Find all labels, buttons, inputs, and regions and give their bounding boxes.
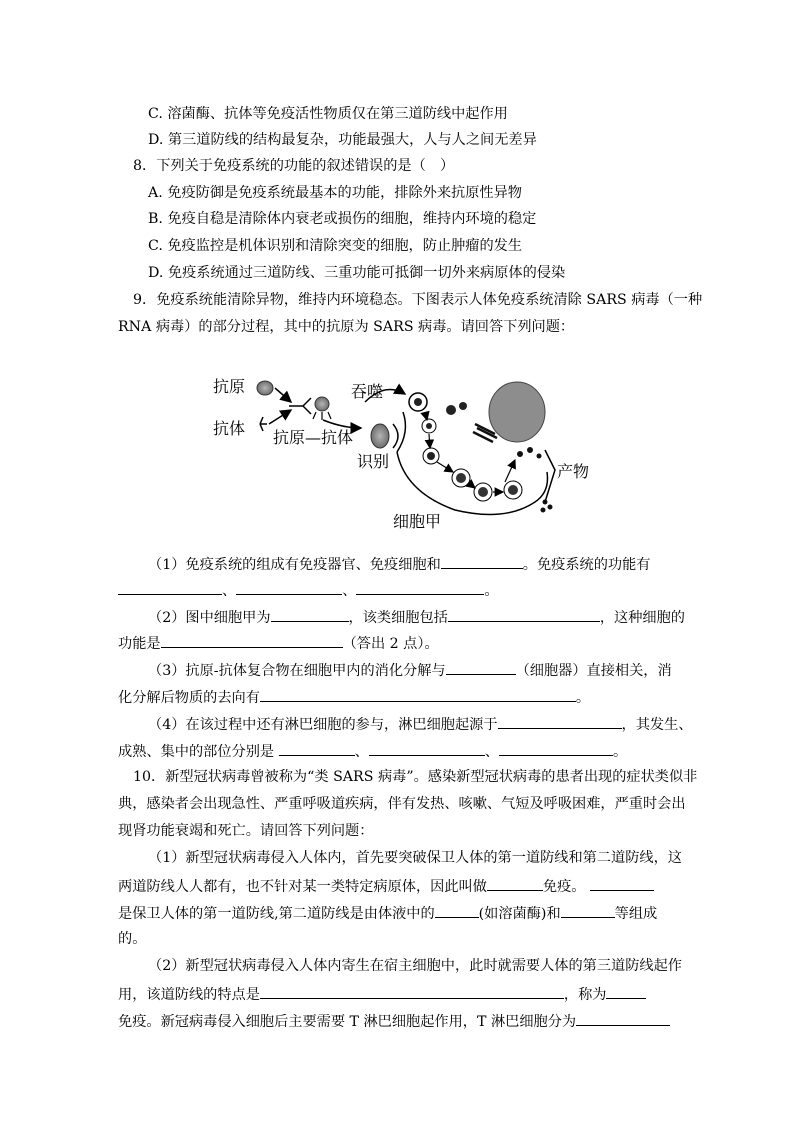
q9-3-text: 化分解后物质的去向有 [118, 690, 260, 706]
q9-2-text: （2）图中细胞甲为 [148, 610, 271, 626]
blank[interactable] [448, 607, 600, 622]
blank[interactable] [161, 633, 343, 648]
q10-1-text: 两道防线人人都有，也不针对某一类特定病原体，因此叫做 [118, 879, 487, 895]
q9-stem-line1: 9．免疫系统能清除异物，维持内环境稳态。下图表示人体免疫系统清除 SARS 病毒（一种 [133, 292, 703, 308]
q8-option-c: C. 免疫监控是机体识别和清除突变的细胞，防止肿瘤的发生 [148, 238, 523, 254]
q9-4-line2 [118, 741, 627, 761]
blank[interactable] [576, 1011, 670, 1026]
label-antibody: 抗体 [213, 419, 246, 438]
q9-3-line2 [118, 687, 590, 707]
q10-1-text: 是保卫人体的第一道防线,第二道防线是由体液中的 [118, 906, 435, 922]
recognized-antigen [371, 424, 389, 448]
nucleus [489, 382, 545, 442]
q9-2-text: 功能是 [118, 636, 161, 652]
q10-stem-line2: 典，感染者会出现急性、严重呼吸道疾病，伴有发热、咳嗽、气短及呼吸困难，严重时会出 [118, 796, 686, 812]
q9-2-line2 [118, 633, 439, 653]
blank[interactable] [446, 660, 516, 675]
q9-2-text: （答出 2 点）。 [342, 636, 439, 652]
blank[interactable] [499, 741, 613, 756]
q9-stem-line2: RNA 病毒）的部分过程，其中的抗原为 SARS 病毒。请回答下列问题： [118, 319, 575, 335]
q10-1-line2 [118, 876, 654, 896]
blank[interactable] [606, 984, 646, 999]
q9-1-line2 [118, 580, 499, 600]
blank[interactable] [260, 984, 564, 999]
q10-1-text: (如溶菌酶)和 [478, 906, 561, 922]
q7-option-d: D. 第三道防线的结构最复杂，功能最强大，人与人之间无差异 [148, 132, 537, 148]
q9-4-text: （4）在该过程中还有淋巴细胞的参与，淋巴细胞起源于 [148, 717, 498, 733]
q10-2-line2 [118, 984, 646, 1004]
q9-1-line1 [148, 554, 650, 574]
antibody-shape [260, 417, 267, 431]
q9-1-text-end: 。免疫系统的功能有 [522, 557, 651, 573]
label-recognition: 识别 [357, 452, 390, 471]
blank[interactable] [498, 714, 622, 729]
separator: 、 [484, 744, 499, 760]
period: 。 [575, 690, 591, 706]
antigen-antibody-complex [315, 397, 329, 411]
q10-2-text: 免疫。新冠病毒侵入细胞后主要需要 T 淋巴细胞起作用，T 淋巴细胞分为 [118, 1014, 577, 1030]
immune-clearance-diagram [205, 372, 605, 537]
q8-stem: 8．下列关于免疫系统的功能的叙述错误的是（ ） [133, 158, 455, 174]
blank[interactable] [236, 580, 342, 595]
blank[interactable] [561, 903, 615, 918]
blank[interactable] [487, 876, 543, 891]
q10-2-text: 用，该道防线的特点是 [118, 987, 260, 1003]
q9-4-line1 [148, 714, 692, 734]
cell-jia-outline [397, 452, 548, 515]
q9-3-text: （3）抗原-抗体复合物在细胞甲内的消化分解与 [148, 663, 446, 679]
q10-2-line1: （2）新型冠状病毒侵入人体内寄生在宿主细胞中，此时就需要人体的第三道防线起作 [148, 958, 682, 974]
separator: 、 [222, 583, 237, 599]
blank[interactable] [279, 741, 355, 756]
q10-stem-line3: 现肾功能衰竭和死亡。请回答下列问题： [118, 823, 374, 839]
q10-1-text: 免疫。 [542, 879, 590, 895]
q9-2-text: ，这种细胞的 [599, 610, 685, 626]
separator: 、 [354, 744, 369, 760]
label-phagocytosis: 吞噬 [351, 382, 384, 401]
blank[interactable] [369, 741, 485, 756]
blank[interactable] [435, 903, 479, 918]
antigen-particle [257, 381, 273, 395]
q10-1-line3 [118, 903, 657, 923]
q7-option-c: C. 溶菌酶、抗体等免疫活性物质仅在第三道防线中起作用 [148, 106, 508, 122]
blank[interactable] [260, 687, 398, 702]
blank[interactable] [590, 876, 654, 891]
blank[interactable] [356, 580, 484, 595]
blank[interactable] [271, 607, 349, 622]
period: 。 [484, 583, 499, 599]
q9-2-text: ，该类细胞包括 [348, 610, 448, 626]
q9-4-text: ，其发生、 [621, 717, 693, 733]
q10-2-line3 [118, 1011, 670, 1031]
label-product: 产物 [557, 462, 590, 481]
q9-1-text: （1）免疫系统的组成有免疫器官、免疫细胞和 [148, 557, 441, 573]
q8-option-a: A. 免疫防御是免疫系统最基本的功能，排除外来抗原性异物 [148, 185, 522, 201]
q10-1-text: 等组成 [614, 906, 658, 922]
period: 。 [612, 744, 628, 760]
q10-stem-line1: 10．新型冠状病毒曾被称为“类 SARS 病毒”。感染新型冠状病毒的患者出现的症状类似非 [133, 769, 698, 785]
q10-2-text: ，称为 [563, 987, 607, 1003]
label-cell-jia: 细胞甲 [393, 512, 442, 531]
q9-3-text: （细胞器）直接相关，消 [515, 663, 672, 679]
label-antigen-antibody: 抗原—抗体 [273, 428, 354, 447]
q10-1-line1: （1）新型冠状病毒侵入人体内，首先要突破保卫人体的第一道防线和第二道防线，这 [148, 850, 682, 866]
q8-option-d: D. 免疫系统通过三道防线、三重功能可抵御一切外来病原体的侵染 [148, 265, 566, 281]
q9-3-line1 [148, 660, 672, 680]
blank[interactable] [398, 687, 576, 702]
q9-2-line1 [148, 607, 685, 627]
q8-option-b: B. 免疫自稳是清除体内衰老或损伤的细胞，维持内环境的稳定 [148, 211, 537, 227]
q9-4-text: 成熟、集中的部位分别是 [118, 744, 279, 760]
separator: 、 [342, 583, 357, 599]
q10-1-line4: 的。 [118, 931, 147, 947]
blank[interactable] [118, 580, 222, 595]
label-antigen: 抗原 [213, 377, 246, 396]
blank[interactable] [441, 554, 523, 569]
